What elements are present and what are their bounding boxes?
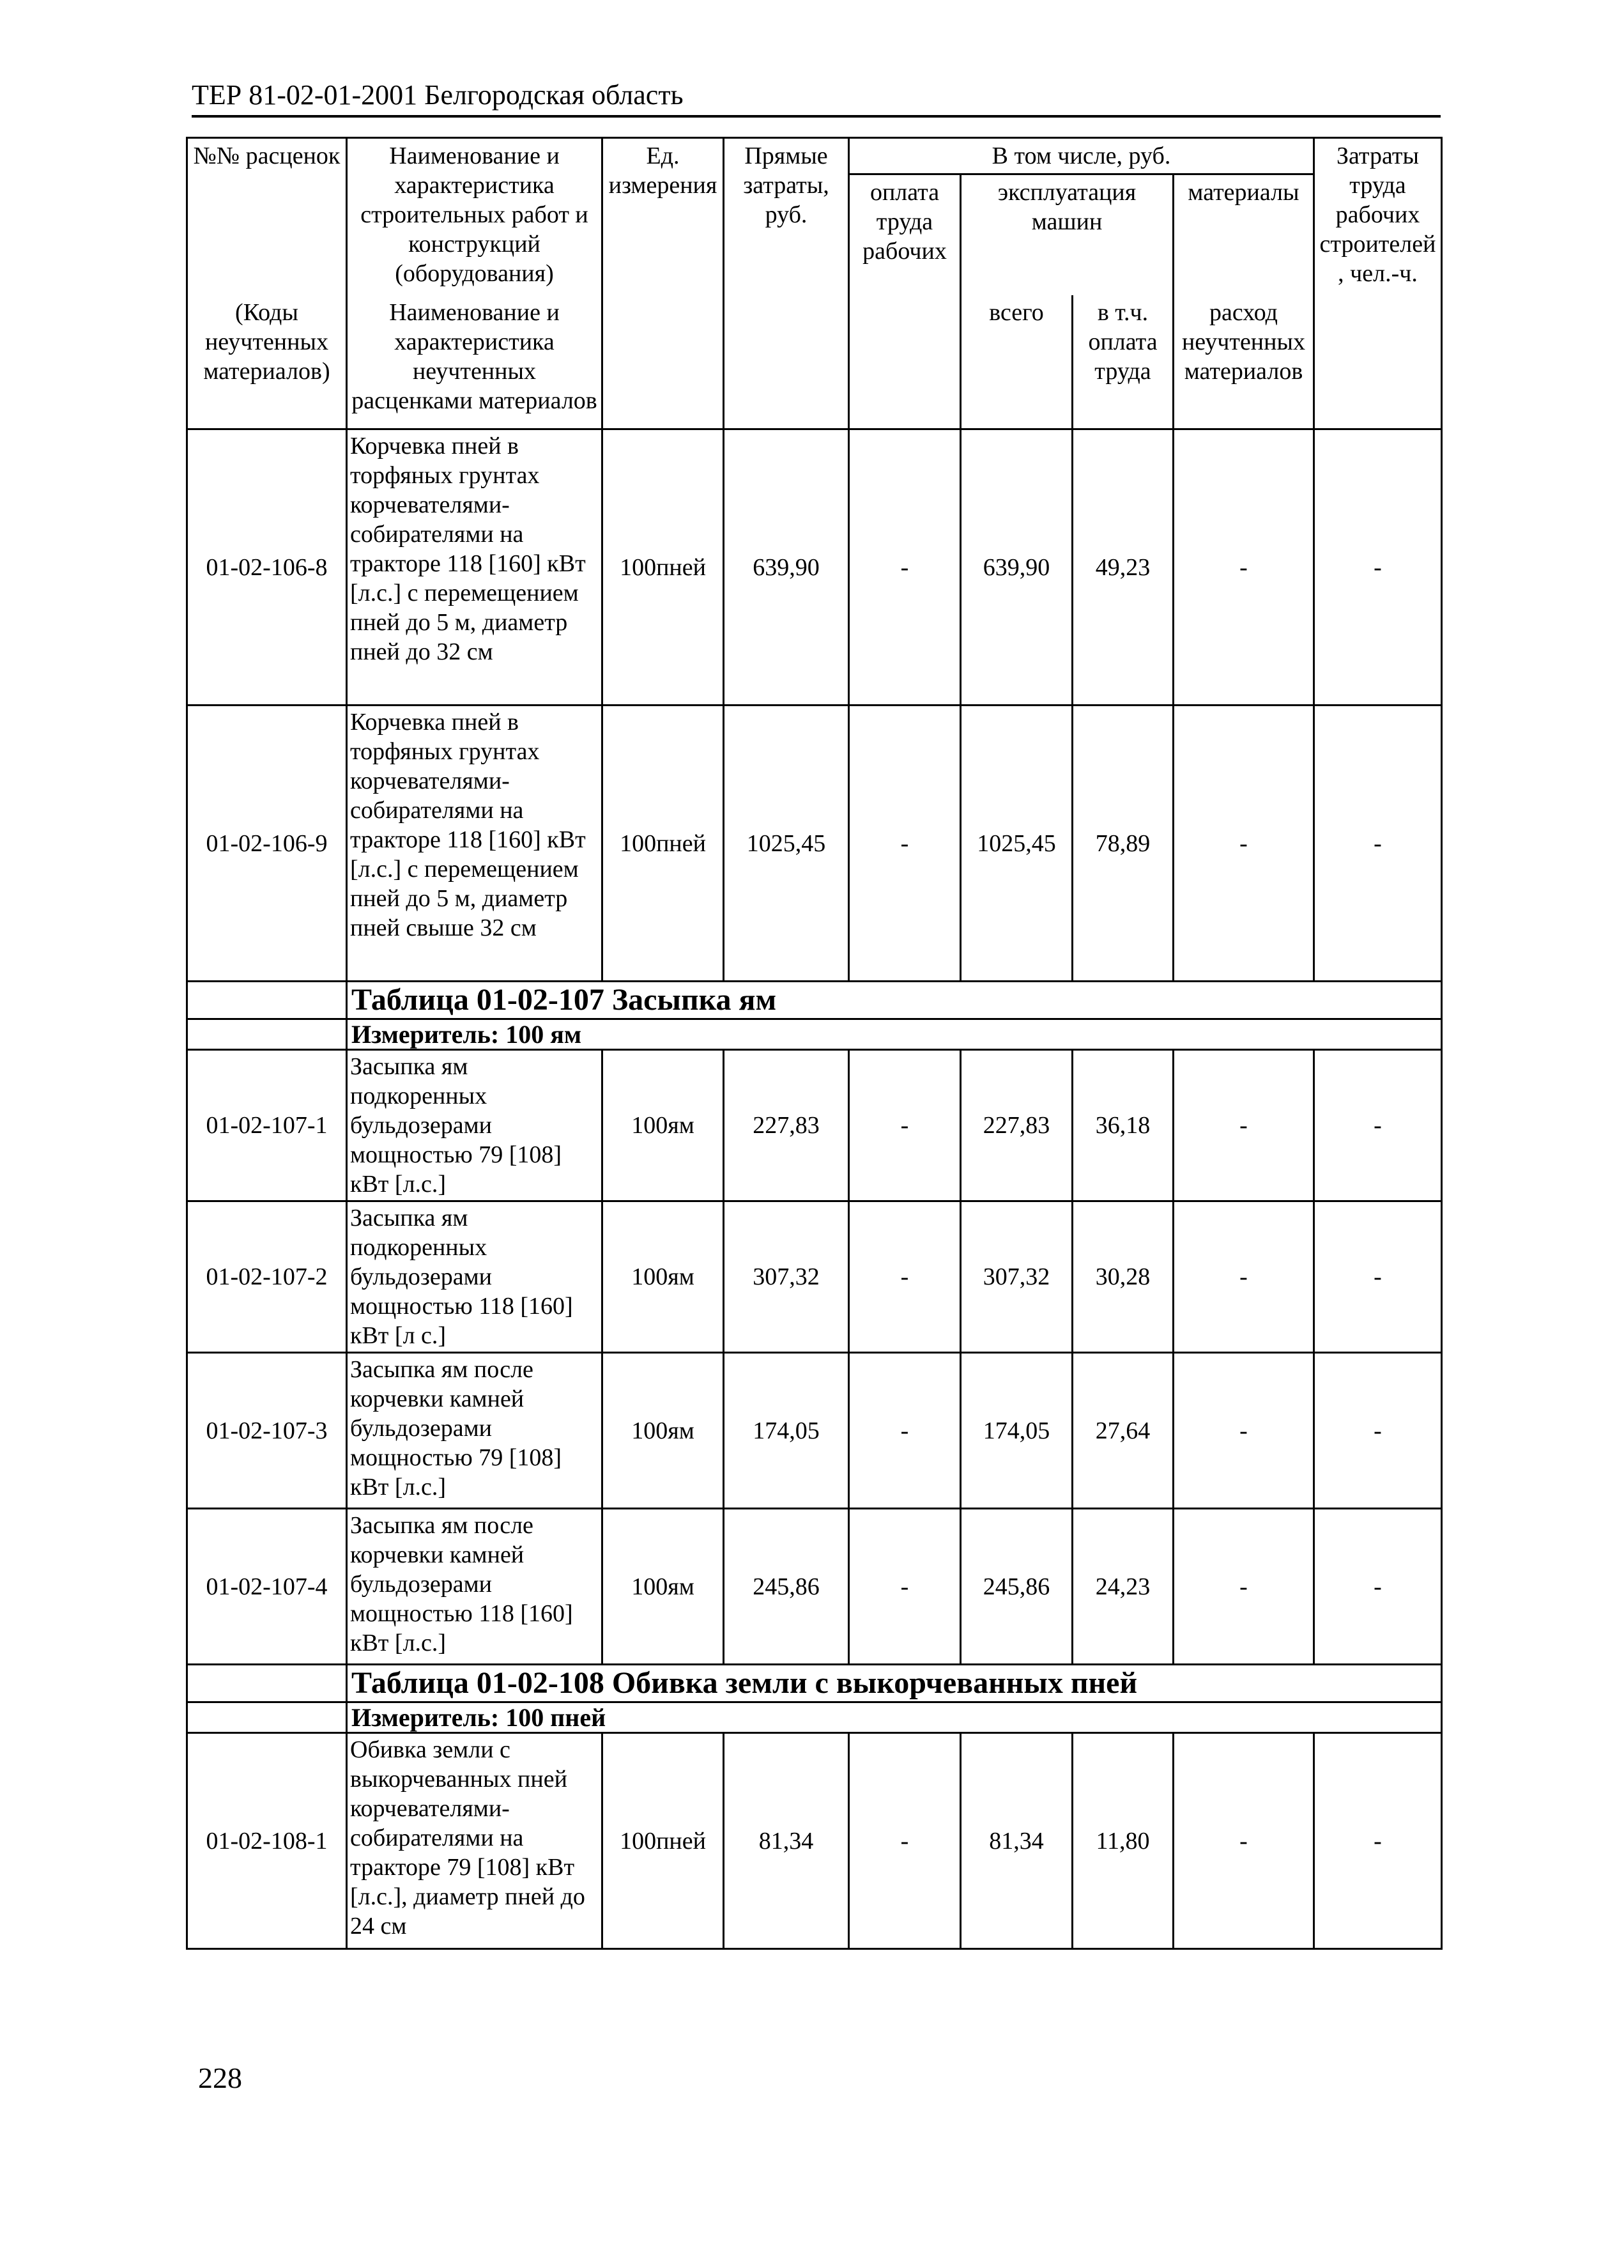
header-name: Наименование и характеристика строительных работ и конструкций (оборудования) — [347, 138, 602, 296]
section-title: Таблица 01-02-107 Засыпка ям — [347, 982, 1442, 1019]
header-machines-total: всего — [961, 295, 1073, 429]
rate-materials: - — [1174, 429, 1314, 706]
table-row — [187, 1733, 1442, 1949]
header-row-1 — [187, 138, 1442, 174]
rate-direct-cost: 174,05 — [724, 1353, 849, 1509]
rate-description: Засыпка ям после корчевки камней бульдозерами мощностью 118 [160] кВт [л.с.] — [347, 1509, 602, 1665]
rate-unit: 100пней — [602, 706, 724, 982]
rate-machines-pay: 49,23 — [1073, 429, 1174, 706]
rate-unit: 100пней — [602, 1733, 724, 1949]
rate-unit: 100пней — [602, 429, 724, 706]
measure-row — [187, 1019, 1442, 1050]
rate-labor-pay: - — [849, 706, 961, 982]
rate-machines-total: 174,05 — [961, 1353, 1073, 1509]
table-row — [187, 1509, 1442, 1665]
rate-description: Корчевка пней в торфяных грунтах корчевателями-собирателями на тракторе 118 [160] кВт [л.с.] с перемещением пней до 5 м, диаметр пней свыше 32 см — [347, 706, 602, 982]
rate-machines-pay: 11,80 — [1073, 1733, 1174, 1949]
rate-description: Засыпка ям подкоренных бульдозерами мощностью 118 [160] кВт [л с.] — [347, 1201, 602, 1353]
rate-materials: - — [1174, 706, 1314, 982]
rate-labor: - — [1314, 706, 1442, 982]
rate-materials: - — [1174, 1201, 1314, 1353]
rate-code: 01-02-106-8 — [187, 429, 347, 706]
rate-unit: 100ям — [602, 1050, 724, 1201]
header-code: №№ расценок — [187, 138, 347, 296]
section-measure: Измеритель: 100 ям — [347, 1019, 1442, 1050]
rates-table — [186, 137, 1443, 1950]
header-including: В том числе, руб. — [849, 138, 1314, 174]
rate-labor-pay: - — [849, 1201, 961, 1353]
section-measure: Измеритель: 100 пней — [347, 1702, 1442, 1733]
rate-machines-total: 1025,45 — [961, 706, 1073, 982]
rate-description: Обивка земли с выкорчеванных пней корчевателями-собирателями на тракторе 79 [108] кВт [л.с.], диаметр пней до 24 см — [347, 1733, 602, 1949]
table-row — [187, 1201, 1442, 1353]
rate-direct-cost: 639,90 — [724, 429, 849, 706]
section-code-spacer — [187, 1665, 347, 1702]
table-row — [187, 706, 1442, 982]
header-materials-sub: расход неучтенных материалов — [1174, 295, 1314, 429]
rate-labor: - — [1314, 1050, 1442, 1201]
rate-labor-pay: - — [849, 1353, 961, 1509]
rate-materials: - — [1174, 1050, 1314, 1201]
rate-machines-pay: 78,89 — [1073, 706, 1174, 982]
rate-unit: 100ям — [602, 1353, 724, 1509]
rate-labor: - — [1314, 1201, 1442, 1353]
rate-labor-pay: - — [849, 1509, 961, 1665]
rate-machines-pay: 24,23 — [1073, 1509, 1174, 1665]
rate-labor: - — [1314, 1733, 1442, 1949]
rate-materials: - — [1174, 1509, 1314, 1665]
header-direct: Прямые затраты, руб. — [724, 138, 849, 429]
table-row — [187, 429, 1442, 706]
rate-code: 01-02-107-3 — [187, 1353, 347, 1509]
rate-code: 01-02-107-4 — [187, 1509, 347, 1665]
rate-direct-cost: 1025,45 — [724, 706, 849, 982]
header-machines: эксплуатация машин — [961, 174, 1174, 296]
rate-code: 01-02-108-1 — [187, 1733, 347, 1949]
rate-unit: 100ям — [602, 1201, 724, 1353]
header-labor: Затраты труда рабочих строителей, чел.-ч. — [1314, 138, 1442, 429]
rate-machines-total: 245,86 — [961, 1509, 1073, 1665]
rate-description: Корчевка пней в торфяных грунтах корчевателями-собирателями на тракторе 118 [160] кВт [л.с.] с перемещением пней до 5 м, диаметр пней до 32 см — [347, 429, 602, 706]
rate-materials: - — [1174, 1353, 1314, 1509]
rate-labor-pay: - — [849, 429, 961, 706]
rate-materials: - — [1174, 1733, 1314, 1949]
measure-row — [187, 1702, 1442, 1733]
measure-code-spacer — [187, 1019, 347, 1050]
rate-labor-pay: - — [849, 1050, 961, 1201]
header-machines-pay: в т.ч. оплата труда — [1073, 295, 1174, 429]
rate-machines-total: 307,32 — [961, 1201, 1073, 1353]
rate-code: 01-02-107-2 — [187, 1201, 347, 1353]
header-code-sub: (Коды неучтенных материалов) — [187, 295, 347, 429]
page-number: 228 — [198, 2062, 242, 2094]
section-title-row — [187, 1665, 1442, 1702]
rate-unit: 100ям — [602, 1509, 724, 1665]
section-title: Таблица 01-02-108 Обивка земли с выкорчеванных пней — [347, 1665, 1442, 1702]
rate-machines-pay: 30,28 — [1073, 1201, 1174, 1353]
table-row — [187, 1050, 1442, 1201]
header-name-sub: Наименование и характеристика неучтенных расценками материалов — [347, 295, 602, 429]
section-code-spacer — [187, 982, 347, 1019]
rate-machines-total: 81,34 — [961, 1733, 1073, 1949]
rate-direct-cost: 227,83 — [724, 1050, 849, 1201]
rate-direct-cost: 307,32 — [724, 1201, 849, 1353]
page-header: ТЕР 81-02-01-2001 Белгородская область — [192, 75, 1441, 118]
table-row — [187, 1353, 1442, 1509]
header-labor-pay: оплата труда рабочих — [849, 174, 961, 429]
measure-code-spacer — [187, 1702, 347, 1733]
rate-direct-cost: 81,34 — [724, 1733, 849, 1949]
header-unit: Ед. измерения — [602, 138, 724, 429]
rate-direct-cost: 245,86 — [724, 1509, 849, 1665]
rate-labor: - — [1314, 1353, 1442, 1509]
header-materials: материалы — [1174, 174, 1314, 296]
rate-machines-pay: 27,64 — [1073, 1353, 1174, 1509]
rate-labor: - — [1314, 429, 1442, 706]
rate-machines-pay: 36,18 — [1073, 1050, 1174, 1201]
section-title-row — [187, 982, 1442, 1019]
rate-description: Засыпка ям после корчевки камней бульдозерами мощностью 79 [108] кВт [л.с.] — [347, 1353, 602, 1509]
rate-code: 01-02-106-9 — [187, 706, 347, 982]
rate-labor: - — [1314, 1509, 1442, 1665]
rate-code: 01-02-107-1 — [187, 1050, 347, 1201]
rate-machines-total: 227,83 — [961, 1050, 1073, 1201]
rate-description: Засыпка ям подкоренных бульдозерами мощностью 79 [108] кВт [л.с.] — [347, 1050, 602, 1201]
rate-labor-pay: - — [849, 1733, 961, 1949]
rate-machines-total: 639,90 — [961, 429, 1073, 706]
